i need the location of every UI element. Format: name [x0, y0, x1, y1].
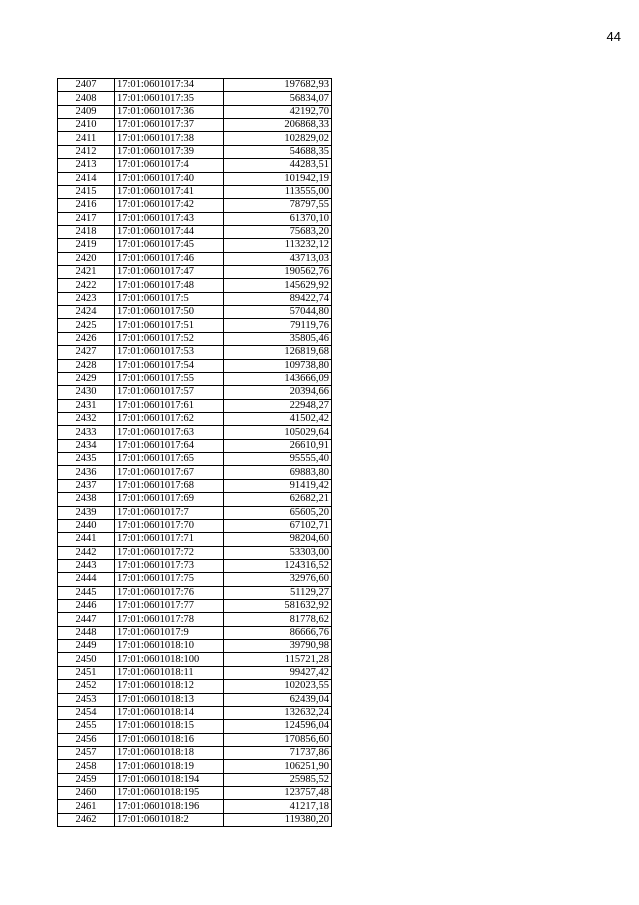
row-number-cell: 2443 — [58, 559, 115, 572]
row-number-cell: 2430 — [58, 386, 115, 399]
table-row — [58, 519, 332, 532]
table-row — [58, 800, 332, 813]
value-cell: 106251,90 — [224, 760, 332, 773]
cadastral-number-cell: 17:01:0601017:73 — [115, 559, 224, 572]
cadastral-number-cell: 17:01:0601017:75 — [115, 573, 224, 586]
cadastral-number-cell: 17:01:0601018:15 — [115, 720, 224, 733]
row-number-cell: 2412 — [58, 145, 115, 158]
row-number-cell: 2438 — [58, 493, 115, 506]
row-number-cell: 2449 — [58, 640, 115, 653]
value-cell: 190562,76 — [224, 266, 332, 279]
table-row — [58, 439, 332, 452]
row-number-cell: 2417 — [58, 212, 115, 225]
cadastral-number-cell: 17:01:0601017:40 — [115, 172, 224, 185]
row-number-cell: 2456 — [58, 733, 115, 746]
table-row — [58, 239, 332, 252]
cadastral-number-cell: 17:01:0601017:42 — [115, 199, 224, 212]
cadastral-number-cell: 17:01:0601017:55 — [115, 372, 224, 385]
value-cell: 71737,86 — [224, 746, 332, 759]
row-number-cell: 2442 — [58, 546, 115, 559]
value-cell: 56834,07 — [224, 92, 332, 105]
value-cell: 25985,52 — [224, 773, 332, 786]
value-cell: 113232,12 — [224, 239, 332, 252]
cadastral-number-cell: 17:01:0601017:78 — [115, 613, 224, 626]
row-number-cell: 2454 — [58, 706, 115, 719]
row-number-cell: 2436 — [58, 466, 115, 479]
cadastral-number-cell: 17:01:0601017:76 — [115, 586, 224, 599]
value-cell: 581632,92 — [224, 600, 332, 613]
table-row — [58, 773, 332, 786]
table-body — [58, 79, 332, 827]
row-number-cell: 2408 — [58, 92, 115, 105]
table-row — [58, 359, 332, 372]
row-number-cell: 2433 — [58, 426, 115, 439]
table-row — [58, 105, 332, 118]
value-cell: 32976,60 — [224, 573, 332, 586]
value-cell: 115721,28 — [224, 653, 332, 666]
table-row — [58, 332, 332, 345]
value-cell: 53303,00 — [224, 546, 332, 559]
value-cell: 78797,55 — [224, 199, 332, 212]
row-number-cell: 2413 — [58, 159, 115, 172]
cadastral-number-cell: 17:01:0601017:67 — [115, 466, 224, 479]
table-row — [58, 453, 332, 466]
cadastral-number-cell: 17:01:0601017:4 — [115, 159, 224, 172]
table-row — [58, 640, 332, 653]
cadastral-number-cell: 17:01:0601017:69 — [115, 493, 224, 506]
row-number-cell: 2458 — [58, 760, 115, 773]
row-number-cell: 2432 — [58, 412, 115, 425]
value-cell: 126819,68 — [224, 346, 332, 359]
cadastral-number-cell: 17:01:0601017:53 — [115, 346, 224, 359]
value-cell: 132632,24 — [224, 706, 332, 719]
value-cell: 42192,70 — [224, 105, 332, 118]
table-row — [58, 746, 332, 759]
table-row — [58, 600, 332, 613]
table-row — [58, 185, 332, 198]
cadastral-number-cell: 17:01:0601018:194 — [115, 773, 224, 786]
value-cell: 51129,27 — [224, 586, 332, 599]
table-row — [58, 159, 332, 172]
row-number-cell: 2439 — [58, 506, 115, 519]
row-number-cell: 2420 — [58, 252, 115, 265]
table-row — [58, 666, 332, 679]
row-number-cell: 2446 — [58, 600, 115, 613]
table-row — [58, 706, 332, 719]
cadastral-number-cell: 17:01:0601018:18 — [115, 746, 224, 759]
table-row — [58, 372, 332, 385]
table-row — [58, 613, 332, 626]
table-row — [58, 653, 332, 666]
table-row — [58, 813, 332, 826]
table-row — [58, 266, 332, 279]
cadastral-number-cell: 17:01:0601017:62 — [115, 412, 224, 425]
row-number-cell: 2460 — [58, 787, 115, 800]
value-cell: 170856,60 — [224, 733, 332, 746]
cadastral-number-cell: 17:01:0601017:43 — [115, 212, 224, 225]
value-cell: 57044,80 — [224, 306, 332, 319]
cadastral-number-cell: 17:01:0601017:34 — [115, 79, 224, 92]
table-row — [58, 479, 332, 492]
cadastral-number-cell: 17:01:0601017:52 — [115, 332, 224, 345]
value-cell: 98204,60 — [224, 533, 332, 546]
value-cell: 124316,52 — [224, 559, 332, 572]
table-row — [58, 787, 332, 800]
table-row — [58, 559, 332, 572]
value-cell: 109738,80 — [224, 359, 332, 372]
value-cell: 124596,04 — [224, 720, 332, 733]
value-cell: 20394,66 — [224, 386, 332, 399]
cadastral-number-cell: 17:01:0601017:72 — [115, 546, 224, 559]
cadastral-number-cell: 17:01:0601017:63 — [115, 426, 224, 439]
row-number-cell: 2434 — [58, 439, 115, 452]
row-number-cell: 2462 — [58, 813, 115, 826]
data-table — [57, 78, 332, 827]
table-row — [58, 586, 332, 599]
row-number-cell: 2450 — [58, 653, 115, 666]
cadastral-number-cell: 17:01:0601017:48 — [115, 279, 224, 292]
cadastral-number-cell: 17:01:0601018:100 — [115, 653, 224, 666]
table-row — [58, 399, 332, 412]
page-number: 44 — [606, 29, 621, 44]
cadastral-number-cell: 17:01:0601017:54 — [115, 359, 224, 372]
row-number-cell: 2445 — [58, 586, 115, 599]
row-number-cell: 2440 — [58, 519, 115, 532]
table-row — [58, 199, 332, 212]
value-cell: 54688,35 — [224, 145, 332, 158]
cadastral-number-cell: 17:01:0601017:65 — [115, 453, 224, 466]
value-cell: 35805,46 — [224, 332, 332, 345]
table-row — [58, 760, 332, 773]
row-number-cell: 2431 — [58, 399, 115, 412]
cadastral-number-cell: 17:01:0601017:51 — [115, 319, 224, 332]
row-number-cell: 2448 — [58, 626, 115, 639]
table-row — [58, 119, 332, 132]
cadastral-number-cell: 17:01:0601017:68 — [115, 479, 224, 492]
value-cell: 75683,20 — [224, 225, 332, 238]
cadastral-number-cell: 17:01:0601017:36 — [115, 105, 224, 118]
cadastral-number-cell: 17:01:0601018:11 — [115, 666, 224, 679]
table-row — [58, 412, 332, 425]
row-number-cell: 2418 — [58, 225, 115, 238]
cadastral-number-cell: 17:01:0601018:12 — [115, 680, 224, 693]
cadastral-number-cell: 17:01:0601017:37 — [115, 119, 224, 132]
cadastral-number-cell: 17:01:0601017:47 — [115, 266, 224, 279]
table-row — [58, 319, 332, 332]
cadastral-number-cell: 17:01:0601018:14 — [115, 706, 224, 719]
cadastral-number-cell: 17:01:0601017:9 — [115, 626, 224, 639]
cadastral-number-cell: 17:01:0601017:46 — [115, 252, 224, 265]
cadastral-number-cell: 17:01:0601017:64 — [115, 439, 224, 452]
value-cell: 69883,80 — [224, 466, 332, 479]
row-number-cell: 2429 — [58, 372, 115, 385]
table-row — [58, 306, 332, 319]
cadastral-number-cell: 17:01:0601017:57 — [115, 386, 224, 399]
row-number-cell: 2444 — [58, 573, 115, 586]
cadastral-number-cell: 17:01:0601017:39 — [115, 145, 224, 158]
table-row — [58, 132, 332, 145]
value-cell: 81778,62 — [224, 613, 332, 626]
table-row — [58, 92, 332, 105]
row-number-cell: 2409 — [58, 105, 115, 118]
row-number-cell: 2435 — [58, 453, 115, 466]
row-number-cell: 2426 — [58, 332, 115, 345]
row-number-cell: 2424 — [58, 306, 115, 319]
table-row — [58, 546, 332, 559]
row-number-cell: 2441 — [58, 533, 115, 546]
value-cell: 99427,42 — [224, 666, 332, 679]
cadastral-number-cell: 17:01:0601017:71 — [115, 533, 224, 546]
table-row — [58, 680, 332, 693]
value-cell: 102023,55 — [224, 680, 332, 693]
value-cell: 67102,71 — [224, 519, 332, 532]
table-row — [58, 292, 332, 305]
value-cell: 95555,40 — [224, 453, 332, 466]
row-number-cell: 2414 — [58, 172, 115, 185]
table-row — [58, 279, 332, 292]
row-number-cell: 2459 — [58, 773, 115, 786]
cadastral-number-cell: 17:01:0601017:38 — [115, 132, 224, 145]
row-number-cell: 2453 — [58, 693, 115, 706]
cadastral-number-cell: 17:01:0601017:77 — [115, 600, 224, 613]
cadastral-number-cell: 17:01:0601018:19 — [115, 760, 224, 773]
row-number-cell: 2451 — [58, 666, 115, 679]
value-cell: 206868,33 — [224, 119, 332, 132]
value-cell: 44283,51 — [224, 159, 332, 172]
cadastral-number-cell: 17:01:0601017:7 — [115, 506, 224, 519]
table-row — [58, 252, 332, 265]
value-cell: 61370,10 — [224, 212, 332, 225]
table-row — [58, 426, 332, 439]
table-row — [58, 145, 332, 158]
value-cell: 79119,76 — [224, 319, 332, 332]
value-cell: 86666,76 — [224, 626, 332, 639]
value-cell: 65605,20 — [224, 506, 332, 519]
value-cell: 62682,21 — [224, 493, 332, 506]
table-row — [58, 212, 332, 225]
row-number-cell: 2425 — [58, 319, 115, 332]
value-cell: 123757,48 — [224, 787, 332, 800]
table-row — [58, 733, 332, 746]
table-row — [58, 506, 332, 519]
cadastral-number-cell: 17:01:0601017:5 — [115, 292, 224, 305]
table-row — [58, 172, 332, 185]
cadastral-number-cell: 17:01:0601018:13 — [115, 693, 224, 706]
value-cell: 39790,98 — [224, 640, 332, 653]
row-number-cell: 2416 — [58, 199, 115, 212]
table-row — [58, 720, 332, 733]
table-row — [58, 386, 332, 399]
table-row — [58, 466, 332, 479]
value-cell: 105029,64 — [224, 426, 332, 439]
row-number-cell: 2427 — [58, 346, 115, 359]
table-row — [58, 533, 332, 546]
table-row — [58, 626, 332, 639]
row-number-cell: 2415 — [58, 185, 115, 198]
value-cell: 89422,74 — [224, 292, 332, 305]
row-number-cell: 2455 — [58, 720, 115, 733]
row-number-cell: 2410 — [58, 119, 115, 132]
row-number-cell: 2411 — [58, 132, 115, 145]
value-cell: 143666,09 — [224, 372, 332, 385]
value-cell: 22948,27 — [224, 399, 332, 412]
row-number-cell: 2452 — [58, 680, 115, 693]
cadastral-number-cell: 17:01:0601018:2 — [115, 813, 224, 826]
value-cell: 113555,00 — [224, 185, 332, 198]
cadastral-number-cell: 17:01:0601017:35 — [115, 92, 224, 105]
value-cell: 119380,20 — [224, 813, 332, 826]
value-cell: 101942,19 — [224, 172, 332, 185]
row-number-cell: 2423 — [58, 292, 115, 305]
table-row — [58, 79, 332, 92]
value-cell: 43713,03 — [224, 252, 332, 265]
table-row — [58, 573, 332, 586]
value-cell: 62439,04 — [224, 693, 332, 706]
row-number-cell: 2457 — [58, 746, 115, 759]
cadastral-number-cell: 17:01:0601017:50 — [115, 306, 224, 319]
cadastral-number-cell: 17:01:0601017:70 — [115, 519, 224, 532]
cadastral-number-cell: 17:01:0601018:10 — [115, 640, 224, 653]
row-number-cell: 2419 — [58, 239, 115, 252]
row-number-cell: 2437 — [58, 479, 115, 492]
value-cell: 26610,91 — [224, 439, 332, 452]
table-row — [58, 346, 332, 359]
row-number-cell: 2407 — [58, 79, 115, 92]
value-cell: 197682,93 — [224, 79, 332, 92]
row-number-cell: 2421 — [58, 266, 115, 279]
row-number-cell: 2461 — [58, 800, 115, 813]
value-cell: 41502,42 — [224, 412, 332, 425]
value-cell: 91419,42 — [224, 479, 332, 492]
value-cell: 102829,02 — [224, 132, 332, 145]
cadastral-number-cell: 17:01:0601018:196 — [115, 800, 224, 813]
table-row — [58, 693, 332, 706]
row-number-cell: 2447 — [58, 613, 115, 626]
value-cell: 145629,92 — [224, 279, 332, 292]
table-row — [58, 225, 332, 238]
cadastral-number-cell: 17:01:0601018:195 — [115, 787, 224, 800]
cadastral-number-cell: 17:01:0601017:41 — [115, 185, 224, 198]
row-number-cell: 2422 — [58, 279, 115, 292]
cadastral-number-cell: 17:01:0601018:16 — [115, 733, 224, 746]
cadastral-number-cell: 17:01:0601017:44 — [115, 225, 224, 238]
row-number-cell: 2428 — [58, 359, 115, 372]
cadastral-number-cell: 17:01:0601017:61 — [115, 399, 224, 412]
table-row — [58, 493, 332, 506]
value-cell: 41217,18 — [224, 800, 332, 813]
cadastral-number-cell: 17:01:0601017:45 — [115, 239, 224, 252]
